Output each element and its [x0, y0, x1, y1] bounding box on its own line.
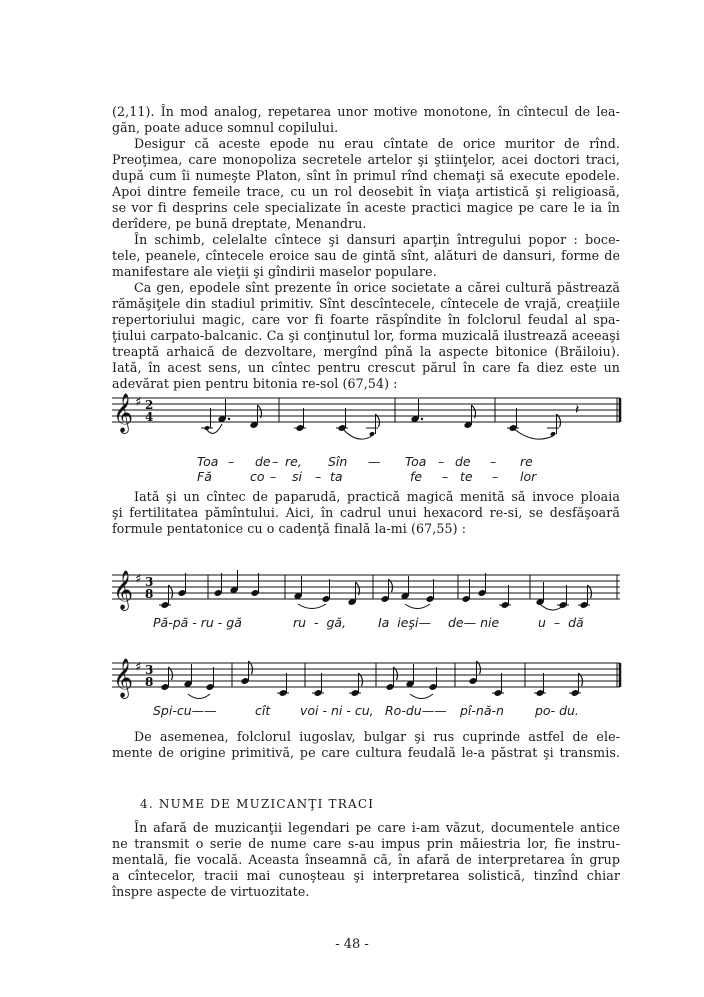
- lyric-syllable: cît: [255, 703, 271, 718]
- slur: [188, 694, 210, 699]
- time-signature-top: 2: [145, 398, 154, 412]
- text-line: înspre aspecte de virtuozitate.: [112, 884, 310, 899]
- lyric-syllable: Ro-du——: [385, 703, 447, 718]
- text-line: derîdere, pe bună dreptate, Menandru.: [112, 216, 367, 231]
- text-line: Desigur că aceste epode nu erau cîntate de orice muritor de rînd.: [134, 136, 620, 151]
- text-line: mente de origine primitivă, pe care cultura feudală le-a păstrat şi transmis.: [112, 745, 620, 760]
- paragraph-6: [112, 729, 620, 761]
- text-line: (2,11). În mod analog, repetarea unor motive monotone, în cîntecul de lea-: [112, 104, 620, 119]
- lyric-syllable: voi - ni - cu,: [300, 703, 374, 718]
- lyric-syllable: Pă-pă - ru - gă: [153, 615, 242, 630]
- lyric-syllable: –: [315, 469, 322, 484]
- text-line: şi fertilitatea pămîntului. Aici, în cadrul unui hexacord re-si, se desfăşoară: [112, 505, 620, 520]
- lyric-syllable: –: [490, 454, 497, 469]
- slur: [513, 428, 553, 439]
- slur: [410, 694, 433, 699]
- treble-clef: 𝄞: [113, 393, 134, 433]
- time-signature-bottom: 8: [145, 587, 154, 601]
- lyric-syllable: Fă: [197, 469, 212, 484]
- sharp-icon: ♯: [135, 572, 142, 587]
- text-line: Apoi dintre femeile trace, cu un rol deosebit în viaţa artistică şi religioasă,: [112, 184, 620, 199]
- note-dot: [421, 418, 423, 420]
- lyric-syllable: te: [460, 469, 473, 484]
- time-signature-bottom: 8: [145, 675, 154, 689]
- lyric-syllable: Toa: [405, 454, 427, 469]
- text-line: manifestare ale vieţii şi gîndirii maselor populare.: [112, 264, 437, 279]
- lyric-syllable: si: [292, 469, 302, 484]
- note-head: [369, 431, 375, 437]
- text-line: se vor fi desprins cele specializate în aceste practici magice pe care le ia în: [112, 200, 620, 215]
- note-dot: [228, 418, 230, 420]
- slur: [405, 604, 430, 609]
- paragraph-7: [112, 820, 620, 900]
- lyric-syllable: –: [442, 469, 449, 484]
- rest-icon: 𝄽: [575, 402, 580, 418]
- lyric-syllable: Toa: [197, 454, 219, 469]
- slur: [342, 428, 372, 439]
- page-number: - 48 -: [335, 937, 369, 952]
- lyric-syllable: co: [250, 469, 265, 484]
- sharp-icon: ♯: [135, 395, 142, 410]
- text-line: treaptă arhaică de dezvoltare, mergînd pînă la aspecte bitonice (Brăiloiu).: [112, 344, 620, 359]
- time-signature-top: 3: [145, 575, 154, 589]
- time-signature-top: 3: [145, 663, 154, 677]
- lyric-syllable: –: [272, 454, 279, 469]
- note-head: [550, 431, 556, 437]
- lyric-syllable: re: [520, 454, 533, 469]
- lyric-syllable: –: [492, 469, 499, 484]
- lyric-syllable: –: [270, 469, 277, 484]
- text-line: Ca gen, epodele sînt prezente în orice societate a cărei cultură păstrează: [134, 280, 620, 295]
- lyric-syllable: fe: [410, 469, 423, 484]
- text-line: ne transmit o serie de nume care s-au impus prin măiestria lor, fie instru-: [112, 836, 620, 851]
- slur: [207, 424, 222, 433]
- lyric-syllable: –: [438, 454, 445, 469]
- lyric-syllable: –: [228, 454, 235, 469]
- lyric-syllable: pî-nă-n: [460, 703, 504, 718]
- sharp-icon: ♯: [135, 660, 142, 675]
- text-line: adevărat pien pentru bitonia re-sol (67,54) :: [112, 376, 398, 391]
- time-signature-bottom: 4: [145, 410, 154, 424]
- text-line: tele, peanele, cîntecele eroice sau de gintă sînt, alături de dansuri, forme de: [112, 248, 620, 263]
- lyric-syllable: lor: [520, 469, 537, 484]
- lyric-syllable: po- du.: [535, 703, 579, 718]
- lyric-syllable: de— nie: [448, 615, 500, 630]
- lyric-syllable: ru - gă,: [293, 615, 347, 630]
- text-line: De asemenea, folclorul iugoslav, bulgar şi rus cuprinde astfel de ele-: [134, 729, 620, 744]
- treble-clef: 𝄞: [113, 570, 134, 610]
- text-line: găn, poate aduce somnul copilului.: [112, 120, 339, 135]
- lyric-syllable: —: [368, 454, 381, 469]
- section-heading: 4. NUME DE MUZICANŢI TRACI: [140, 797, 375, 811]
- lyric-syllable: u – dă: [538, 615, 584, 630]
- text-line: mentală, fie vocală. Aceasta înseamnă că, în afară de interpretarea în grup: [112, 852, 620, 867]
- text-line: după cum îi numeşte Platon, sînt în primul rînd chemaţi să execute epodele.: [112, 168, 620, 183]
- lyric-syllable: ta: [330, 469, 343, 484]
- slur: [298, 604, 326, 609]
- lyric-syllable: de: [455, 454, 471, 469]
- paragraph-5: [112, 489, 620, 537]
- text-line: În schimb, celelalte cîntece şi dansuri aparţin întregului popor : boce-: [134, 232, 620, 247]
- lyric-syllable: de: [255, 454, 271, 469]
- text-line: a cîntecelor, tracii mai cunoşteau şi interpretarea solistică, tinzînd chiar: [112, 868, 620, 883]
- text-line: Iată, în acest sens, un cîntec pentru crescut părul în care fa diez este un: [112, 360, 620, 375]
- text-line: rămăşiţele din stadiul primitiv. Sînt descîntecele, cîntecele de vrajă, creaţiile: [112, 296, 620, 311]
- lyric-syllable: Spi-cu——: [153, 703, 217, 718]
- text-line: În afară de muzicanţii legendari pe care i-am văzut, documentele antice: [134, 820, 620, 835]
- lyric-syllable: re,: [285, 454, 302, 469]
- text-line: Preoţimea, care monopoliza secretele artelor şi ştiinţelor, acei doctori traci,: [112, 152, 620, 167]
- text-line: ţiului carpato-balcanic. Ca şi conţinutul lor, forma muzicală ilustrează aceeaşi: [112, 328, 620, 343]
- text-line: formule pentatonice cu o cadenţă finală la-mi (67,55) :: [112, 521, 467, 536]
- lyric-syllable: Sîn: [328, 454, 348, 469]
- treble-clef: 𝄞: [113, 658, 134, 698]
- text-line: Iată şi un cîntec de paparudă, practică magică menită să invoce ploaia: [134, 489, 620, 504]
- lyric-syllable: Ia ieşi—: [378, 615, 431, 630]
- text-line: repertoriului magic, care vor fi foarte răspîndite în folclorul feudal al spa-: [112, 312, 620, 327]
